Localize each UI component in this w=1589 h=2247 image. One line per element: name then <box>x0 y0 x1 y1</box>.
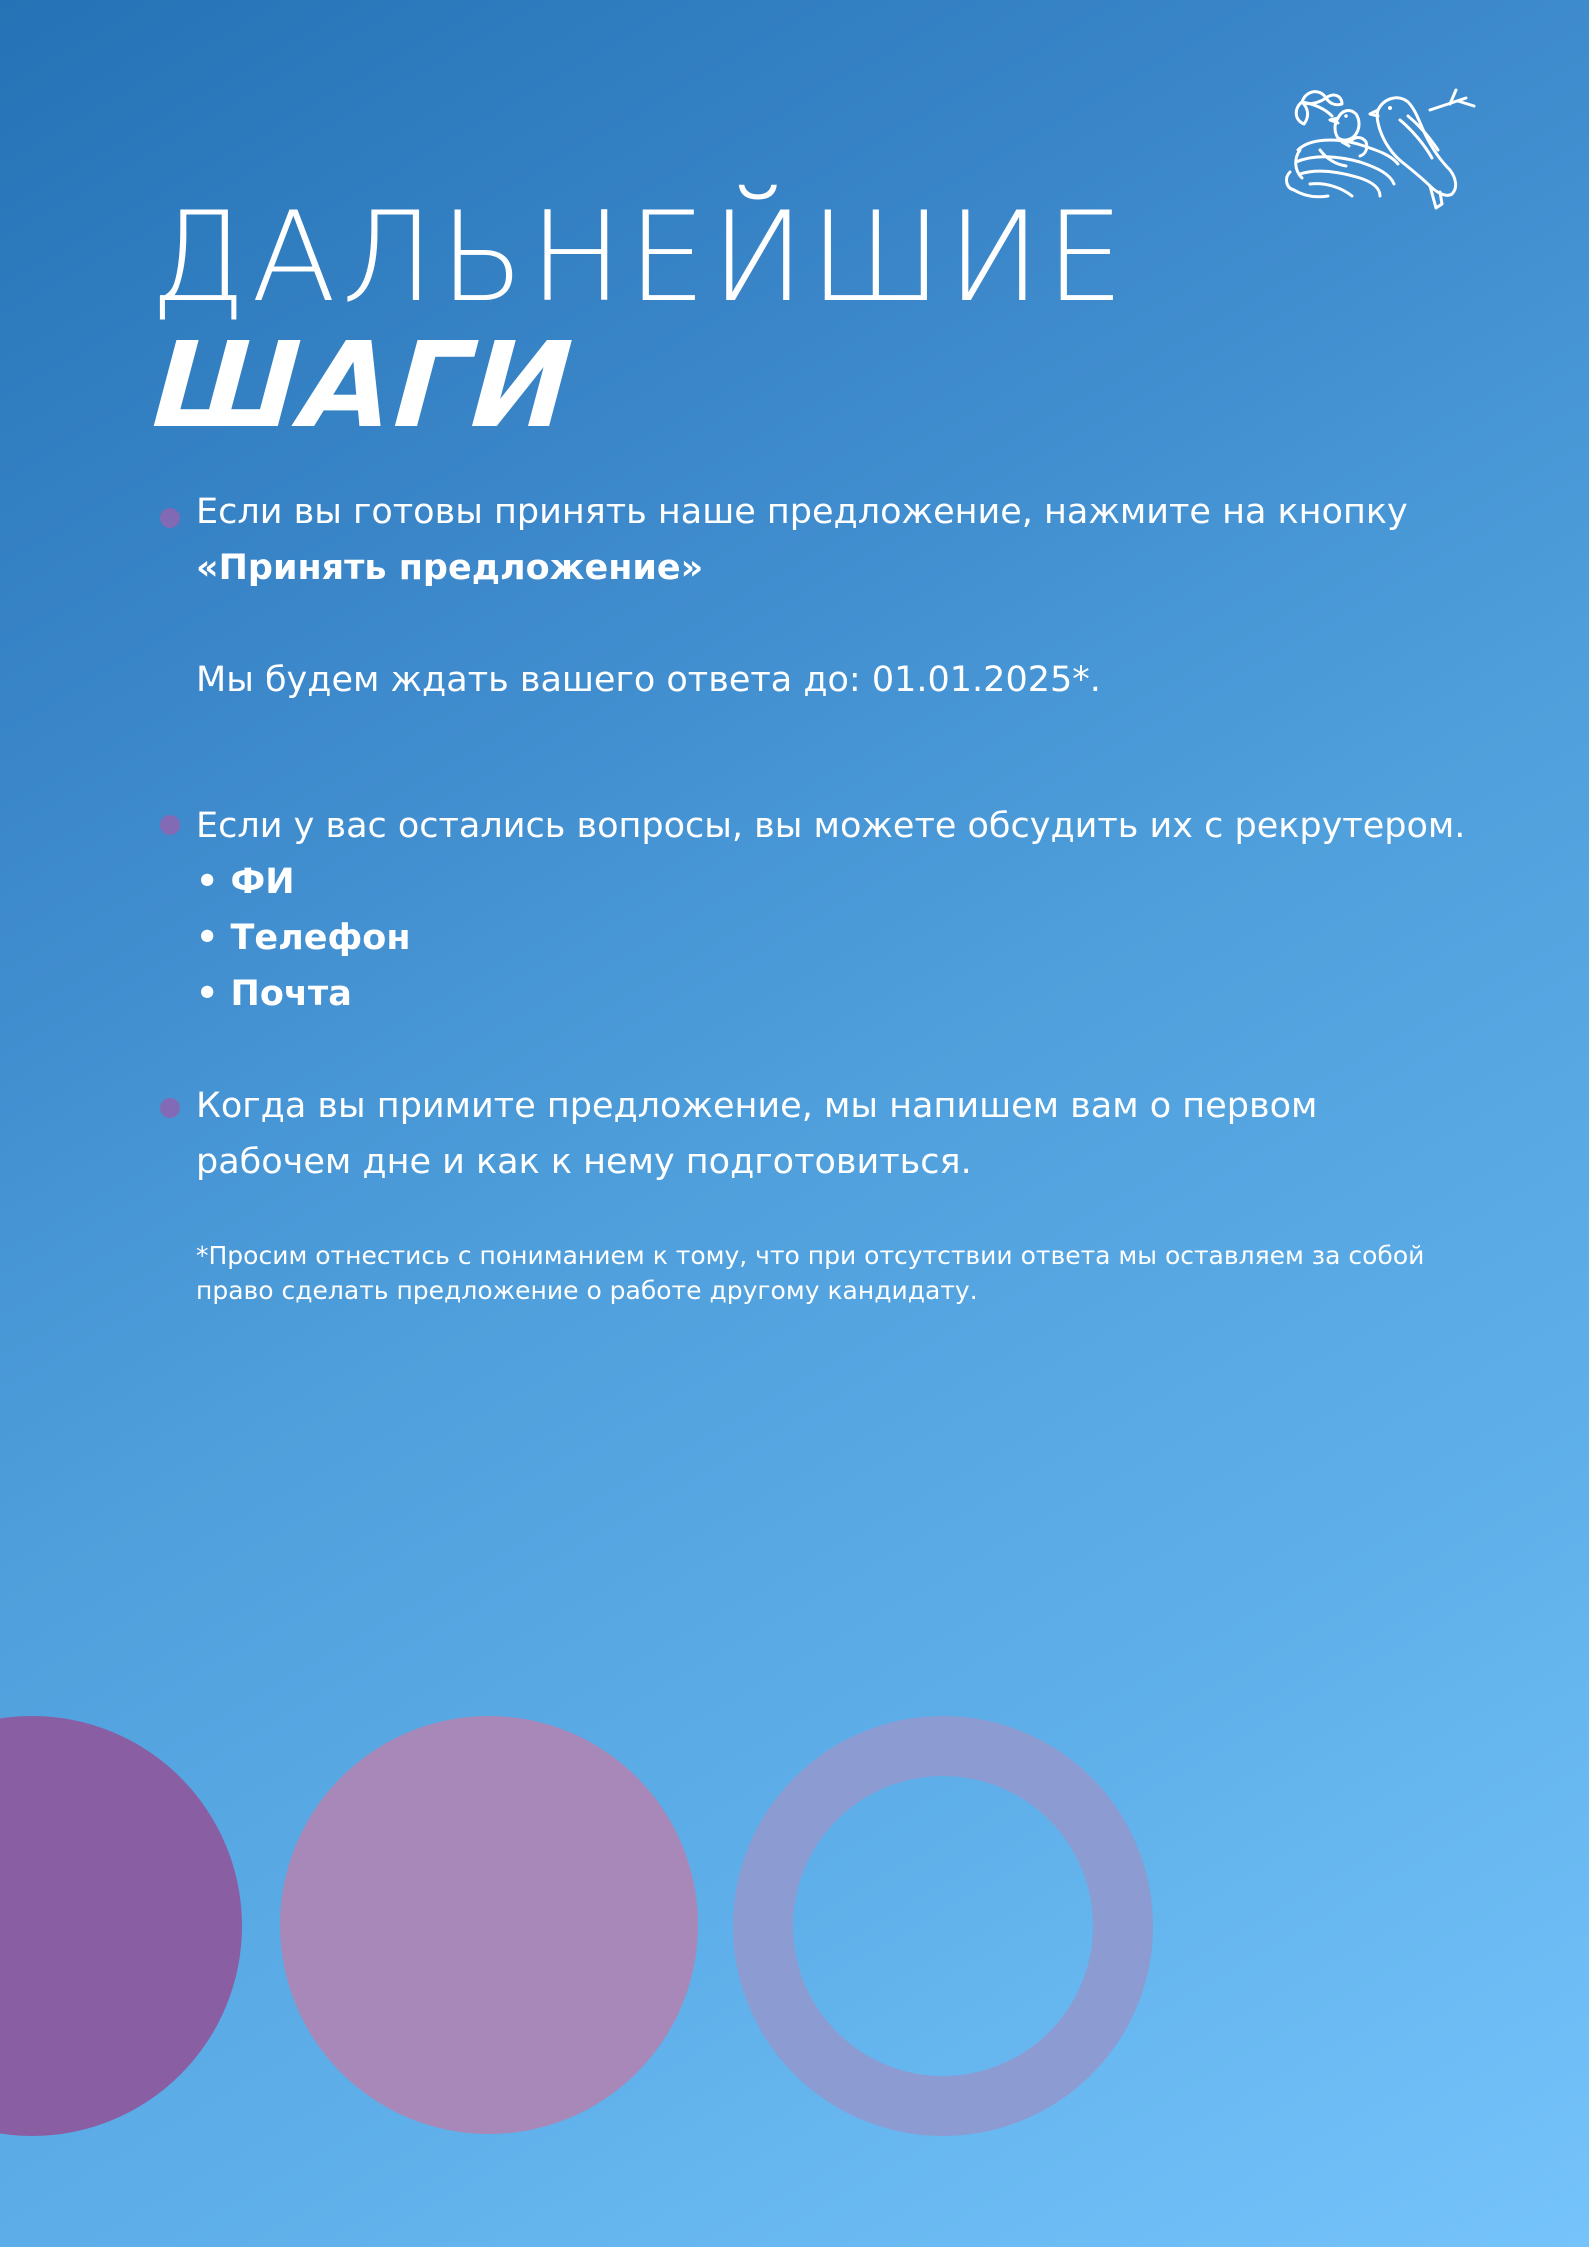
accept-offer-button-label: «Принять предложение» <box>196 548 704 588</box>
accept-info-line1: Когда вы примите предложение, мы напишем вам о первом <box>196 1086 1318 1126</box>
page-title-line1: ДАЛЬНЕЙШИЕ <box>150 186 1129 330</box>
bullet-dot-icon <box>160 1098 180 1118</box>
footnote-line2: право сделать предложение о работе другому кандидату. <box>196 1276 978 1305</box>
footnote-line1: *Просим отнестись с пониманием к тому, что при отсутствии ответа мы оставляем за собой <box>196 1241 1425 1270</box>
decorative-circle-purple <box>0 1716 242 2136</box>
recruiter-email-field: • Почта <box>196 974 352 1014</box>
page-title-line2: ШАГИ <box>149 316 578 454</box>
offer-deadline-text: Мы будем ждать вашего ответа до: 01.01.2025*. <box>196 660 1101 700</box>
questions-text: Если у вас остались вопросы, вы можете обсудить их с рекрутером. <box>196 806 1466 846</box>
recruiter-name-field: • ФИ <box>196 862 295 902</box>
birds-nest-logo-icon <box>1280 80 1480 220</box>
decorative-circle-pink <box>280 1716 698 2134</box>
accept-info-line2: рабочем дне и как к нему подготовиться. <box>196 1142 972 1182</box>
page-title <box>149 186 1129 454</box>
footnote <box>196 1238 1424 1308</box>
recruiter-phone-field: • Телефон <box>196 918 411 958</box>
bullet-dot-icon <box>160 508 180 528</box>
bullet-dot-icon <box>160 815 180 835</box>
offer-instruction-text: Если вы готовы принять наше предложение, нажмите на кнопку <box>196 492 1408 532</box>
decorative-ring <box>733 1716 1153 2136</box>
